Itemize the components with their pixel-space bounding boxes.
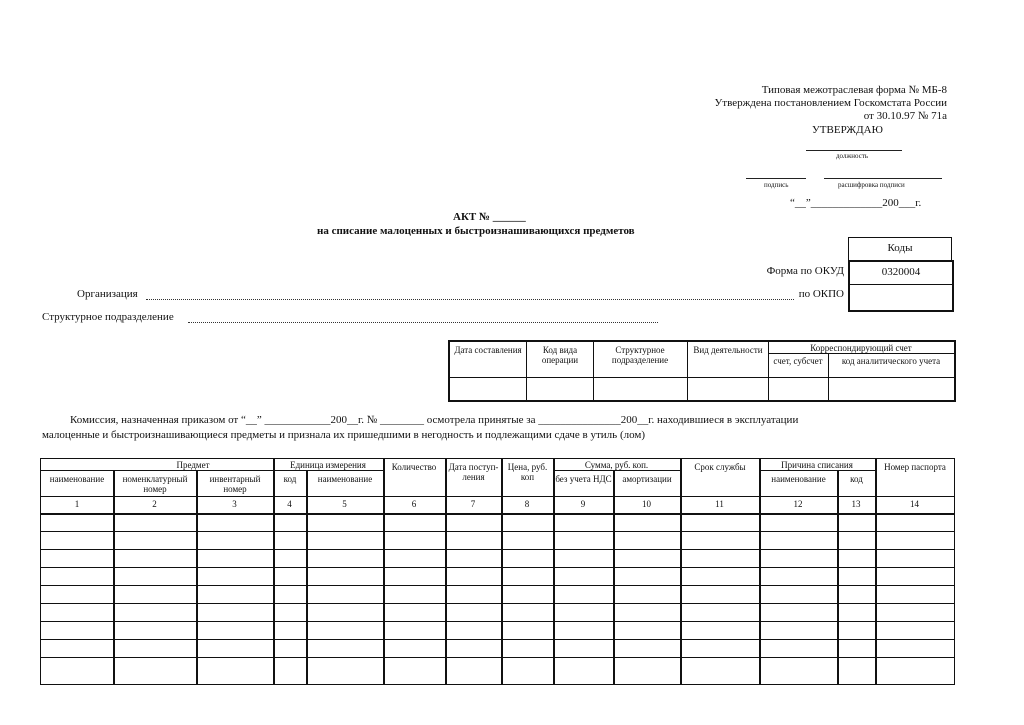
okud-value: 0320004: [881, 266, 921, 278]
approve-date: “__”_____________200___г.: [790, 197, 922, 209]
col-num: 4: [287, 499, 292, 509]
col-num: 1: [74, 499, 80, 509]
form-type-line: Типовая межотраслевая форма № МБ-8: [761, 84, 947, 96]
col-account: счет, субсчет: [773, 356, 823, 366]
group-unit: Единица измерения: [290, 460, 366, 470]
organization-label: Организация: [77, 288, 138, 300]
h-amortization: амортизации: [622, 474, 672, 484]
signature-caption: подпись: [764, 181, 789, 189]
col-num: 5: [342, 499, 347, 509]
col-date: Дата составления: [454, 345, 522, 355]
date-number-line: от 30.10.97 № 71а: [863, 110, 947, 122]
commission-line-1: Комиссия, назначенная приказом от “__” ____________200__г. № ________ осмотрела принятые за _______________200__г. находившиеся в эксплуатации: [70, 414, 799, 426]
col-analytic-code: код аналитического учета: [841, 356, 941, 366]
col-num: 6: [411, 499, 417, 509]
codes-value-box: [848, 260, 954, 312]
col-op-code: Код вида операции: [541, 345, 579, 365]
col-num: 14: [910, 499, 919, 509]
h-unit-name: наименование: [317, 474, 373, 484]
approve-word: УТВЕРЖДАЮ: [812, 124, 883, 136]
h-name: наименование: [49, 474, 105, 484]
col-num: 10: [642, 499, 651, 509]
position-caption: должность: [836, 152, 869, 160]
h-price: Цена, руб. коп: [507, 462, 548, 482]
okud-label: Форма по ОКУД: [766, 265, 844, 277]
group-sum: Сумма, руб. коп.: [584, 460, 649, 470]
h-unit-code: код: [283, 474, 297, 484]
col-activity: Вид деятельности: [693, 345, 763, 355]
commission-line-2: малоценные и быстроизнашивающиеся предметы и признала их пришедшими в негодность и подлежащими сдаче в утиль (лом): [42, 429, 646, 441]
group-reason: Причина списания: [781, 460, 853, 470]
signature-line: [746, 178, 806, 179]
decode-line: [824, 178, 942, 179]
act-title: АКТ № ______: [453, 211, 526, 223]
h-date: Дата поступ-ления: [448, 462, 499, 482]
group-item: Предмет: [176, 460, 210, 470]
col-num: 7: [470, 499, 476, 509]
codes-header-box: [848, 237, 952, 261]
act-subtitle: на списание малоценных и быстроизнашивающихся предметов: [317, 225, 635, 237]
h-nom-number: номенклатурный номер: [122, 474, 188, 494]
corr-account-header: Корреспондирующий счет: [810, 343, 912, 353]
decode-caption: расшифровка подписи: [838, 181, 905, 189]
h-quantity: Количество: [391, 462, 437, 472]
col-num: 8: [524, 499, 530, 509]
h-reason-code: код: [850, 474, 863, 484]
col-num: 9: [580, 499, 586, 509]
h-passport: Номер паспорта: [884, 462, 946, 472]
h-inv-number: инвентарный номер: [209, 474, 261, 494]
position-line: [806, 150, 902, 151]
col-num: 13: [851, 499, 861, 509]
h-term: Срок службы: [694, 462, 746, 472]
department-label: Структурное подразделение: [42, 311, 174, 323]
col-structure: Структурное подразделение: [611, 345, 669, 365]
organization-field[interactable]: [146, 299, 794, 300]
doc-info-table: [448, 340, 956, 402]
codes-header: Коды: [887, 242, 913, 254]
okpo-label: по ОКПО: [798, 288, 844, 300]
items-table: [40, 458, 955, 685]
col-num: 12: [793, 499, 803, 509]
h-reason-name: наименование: [771, 474, 826, 484]
h-without-vat: без учета НДС: [555, 474, 612, 484]
approved-line: Утверждена постановлением Госкомстата России: [714, 97, 947, 109]
col-num: 3: [232, 499, 237, 509]
col-num: 2: [152, 499, 157, 509]
col-num: 11: [715, 499, 724, 509]
department-field[interactable]: [188, 322, 658, 323]
